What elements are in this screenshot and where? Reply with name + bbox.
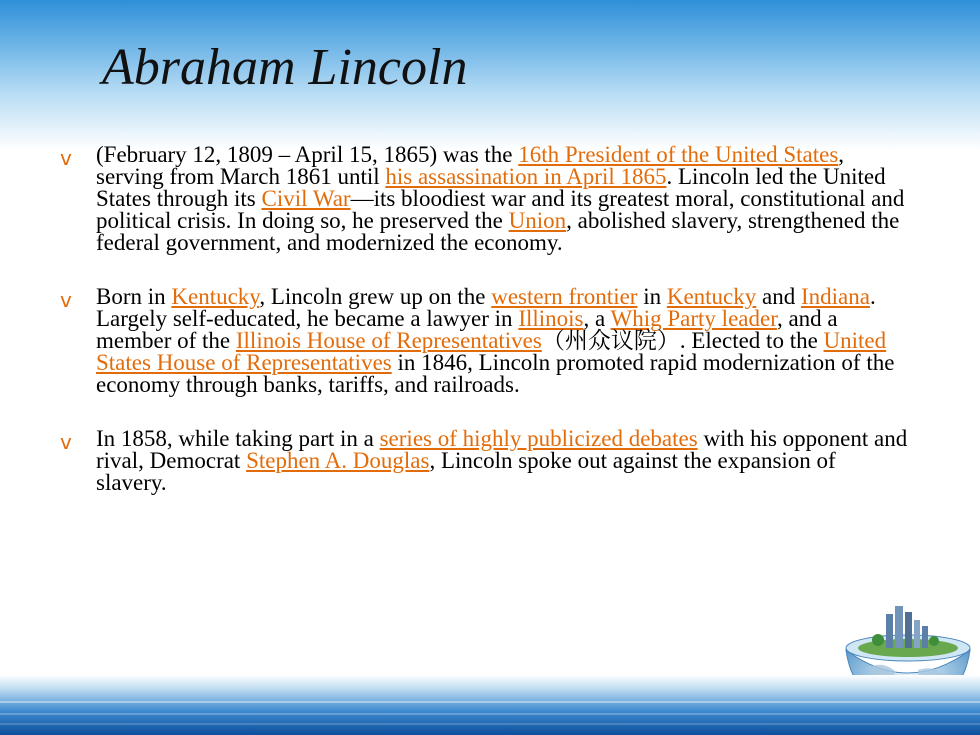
hyperlink[interactable]: series of highly publicized debates bbox=[379, 426, 698, 451]
paragraph-text: (February 12, 1809 – April 15, 1865) was the bbox=[96, 142, 519, 167]
paragraph-text: . Lincoln led the United States through its bbox=[96, 164, 886, 211]
bullet-chevron-icon: v bbox=[60, 430, 72, 454]
hyperlink[interactable]: 16th President of the United States bbox=[518, 142, 839, 167]
hyperlink[interactable]: Illinois House of Representatives bbox=[235, 328, 542, 353]
hyperlink[interactable]: Whig Party leader bbox=[610, 306, 777, 331]
hyperlink[interactable]: Indiana bbox=[800, 284, 870, 309]
hyperlink[interactable]: western frontier bbox=[491, 284, 638, 309]
paragraph-text: , serving from March 1861 until bbox=[96, 142, 845, 189]
bullet-paragraph bbox=[96, 144, 910, 254]
paragraph-text: In 1858, while taking part in a bbox=[96, 426, 380, 451]
hyperlink[interactable]: Stephen A. Douglas bbox=[246, 448, 430, 473]
paragraph-text: with his opponent and rival, Democrat bbox=[96, 426, 908, 473]
paragraph-text: Born in bbox=[96, 284, 172, 309]
hyperlink[interactable]: his assassination in April 1865 bbox=[385, 164, 667, 189]
bullet-list bbox=[60, 144, 910, 526]
bullet-item bbox=[60, 428, 910, 494]
paragraph-text: in bbox=[637, 284, 667, 309]
paragraph-text: —its bloodiest war and its greatest moral, constitutional and political crisis. In doing so, he preserved the bbox=[96, 186, 905, 233]
paragraph-text: . Largely self-educated, he became a lawyer in bbox=[96, 284, 876, 331]
bullet-item bbox=[60, 144, 910, 254]
bullet-item bbox=[60, 286, 910, 396]
footer-gradient-band bbox=[0, 675, 980, 735]
bullet-chevron-icon: v bbox=[60, 288, 72, 312]
paragraph-text: , and a member of the bbox=[96, 306, 838, 353]
paragraph-text: , abolished slavery, strengthened the federal government, and modernized the economy. bbox=[96, 208, 900, 255]
hyperlink[interactable]: Kentucky bbox=[171, 284, 260, 309]
hyperlink[interactable]: Civil War bbox=[261, 186, 351, 211]
paragraph-text: , Lincoln grew up on the bbox=[259, 284, 492, 309]
hyperlink[interactable]: Kentucky bbox=[666, 284, 757, 309]
paragraph-text: and bbox=[756, 284, 801, 309]
bullet-paragraph bbox=[96, 286, 910, 396]
paragraph-text: （州众议院）. Elected to the bbox=[541, 328, 824, 353]
bullet-chevron-icon: v bbox=[60, 146, 72, 170]
hyperlink[interactable]: Union bbox=[508, 208, 567, 233]
paragraph-text: , a bbox=[583, 306, 611, 331]
bullet-paragraph bbox=[96, 428, 910, 494]
paragraph-text: , Lincoln spoke out against the expansion of slavery. bbox=[96, 448, 836, 495]
hyperlink[interactable]: United States House of Representatives bbox=[96, 328, 887, 375]
hyperlink[interactable]: Illinois bbox=[518, 306, 584, 331]
slide-title: Abraham Lincoln bbox=[102, 39, 468, 96]
paragraph-text: in 1846, Lincoln promoted rapid modernization of the economy through banks, tariffs, and railroads. bbox=[96, 350, 895, 397]
